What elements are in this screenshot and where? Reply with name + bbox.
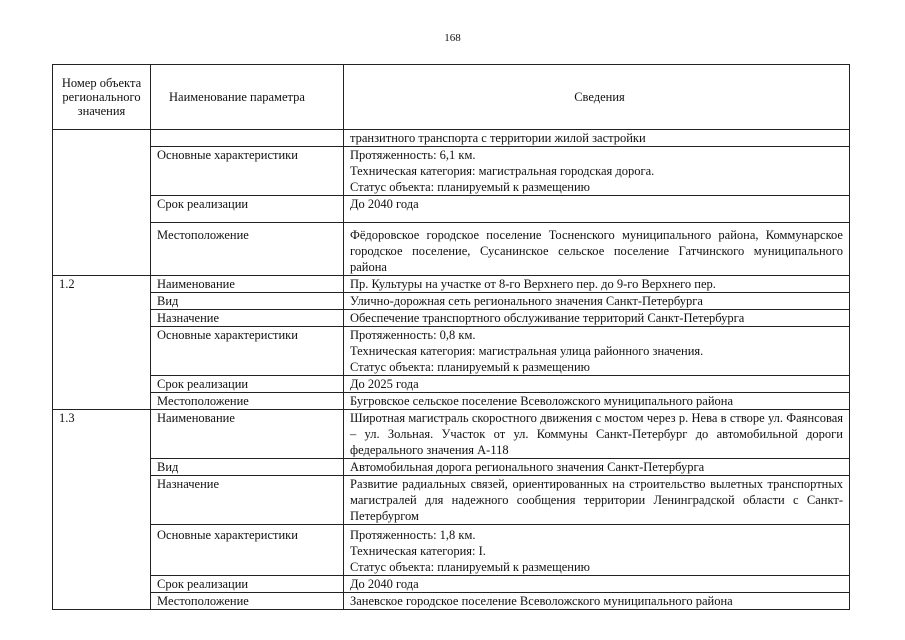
details-line: Заневское городское поселение Всеволожского муниципального района [350,594,733,608]
details-cell [344,147,850,196]
parameter-cell: Наименование [151,410,344,459]
table-row [53,293,850,310]
table-row [53,276,850,293]
table-header-row [53,65,850,130]
table-row [53,147,850,196]
details-line: Развитие радиальных связей, ориентированных на строительство вылетных транспортных магистралей для надежного сообщения территории Ленинградской области с Санкт-Петербургом [350,477,843,523]
details-line: Автомобильная дорога регионального значения Санкт-Петербурга [350,460,705,474]
table-row [53,376,850,393]
table-row [53,130,850,147]
table-row [53,525,850,576]
details-cell [344,476,850,525]
details-line: Техническая категория: магистральная улица районного значения. [350,344,704,358]
details-line: Улично-дорожная сеть регионального значения Санкт-Петербурга [350,294,703,308]
details-cell [344,376,850,393]
details-cell [344,393,850,410]
details-cell [344,576,850,593]
table-row [53,393,850,410]
table-row [53,476,850,525]
table-row [53,223,850,276]
table-row [53,327,850,376]
object-number-cell: 1.3 [53,410,151,610]
details-cell [344,593,850,610]
table-row [53,310,850,327]
details-line: Статус объекта: планируемый к размещению [350,180,591,194]
details-cell [344,293,850,310]
details-cell [344,310,850,327]
details-line: Обеспечение транспортного обслуживание территорий Санкт-Петербурга [350,311,745,325]
parameter-cell: Местоположение [151,393,344,410]
table-row [53,410,850,459]
details-line: Широтная магистраль скоростного движения с мостом через р. Нева в створе ул. Фаянсовая – ул. Зольная. Участок от ул. Коммуны Санкт-Петербург до автомобильной дороги федерального значения А-118 [350,411,843,457]
details-line: Бугровское сельское поселение Всеволожского муниципального района [350,394,734,408]
details-line: Техническая категория: магистральная городская дорога. [350,164,655,178]
parameter-cell [151,130,344,147]
details-cell [344,459,850,476]
details-cell [344,525,850,576]
details-line: Пр. Культуры на участке от 8-го Верхнего пер. до 9-го Верхнего пер. [350,277,716,291]
parameter-cell: Вид [151,293,344,310]
header-object-number: Номер объекта регионального значения [53,65,151,130]
details-line: Статус объекта: планируемый к размещению [350,560,591,574]
table-row [53,459,850,476]
regional-objects-table [52,64,850,610]
details-line: Протяженность: 1,8 км. [350,528,476,542]
parameter-cell: Местоположение [151,593,344,610]
details-line: Протяженность: 0,8 км. [350,328,476,342]
parameter-cell: Основные характеристики [151,525,344,576]
details-line: Статус объекта: планируемый к размещению [350,360,591,374]
parameter-cell: Наименование [151,276,344,293]
parameter-cell: Основные характеристики [151,327,344,376]
details-cell [344,327,850,376]
details-cell [344,410,850,459]
parameter-cell: Вид [151,459,344,476]
details-line: Протяженность: 6,1 км. [350,148,476,162]
parameter-cell: Назначение [151,310,344,327]
details-line: транзитного транспорта с территории жилой застройки [350,131,646,145]
header-details: Сведения [344,65,850,130]
details-line: До 2025 года [350,377,419,391]
details-cell [344,130,850,147]
parameter-cell: Назначение [151,476,344,525]
parameter-cell: Срок реализации [151,376,344,393]
table-row [53,196,850,223]
parameter-cell: Срок реализации [151,576,344,593]
details-line: До 2040 года [350,577,419,591]
parameter-cell: Местоположение [151,223,344,276]
details-line: Техническая категория: I. [350,544,486,558]
parameter-cell: Основные характеристики [151,147,344,196]
page-number: 168 [444,32,461,44]
table-row [53,576,850,593]
object-number-cell: 1.2 [53,276,151,410]
details-cell [344,196,850,223]
details-line: До 2040 года [350,197,419,211]
details-line: Фёдоровское городское поселение Тосненского муниципального района, Коммунарское городское поселение, Сусанинское сельское поселение Гатчинского муниципального района [350,228,843,274]
header-parameter-name: Наименование параметра [151,65,344,130]
details-cell [344,223,850,276]
details-cell [344,276,850,293]
object-number-cell [53,130,151,276]
parameter-cell: Срок реализации [151,196,344,223]
table-row [53,593,850,610]
